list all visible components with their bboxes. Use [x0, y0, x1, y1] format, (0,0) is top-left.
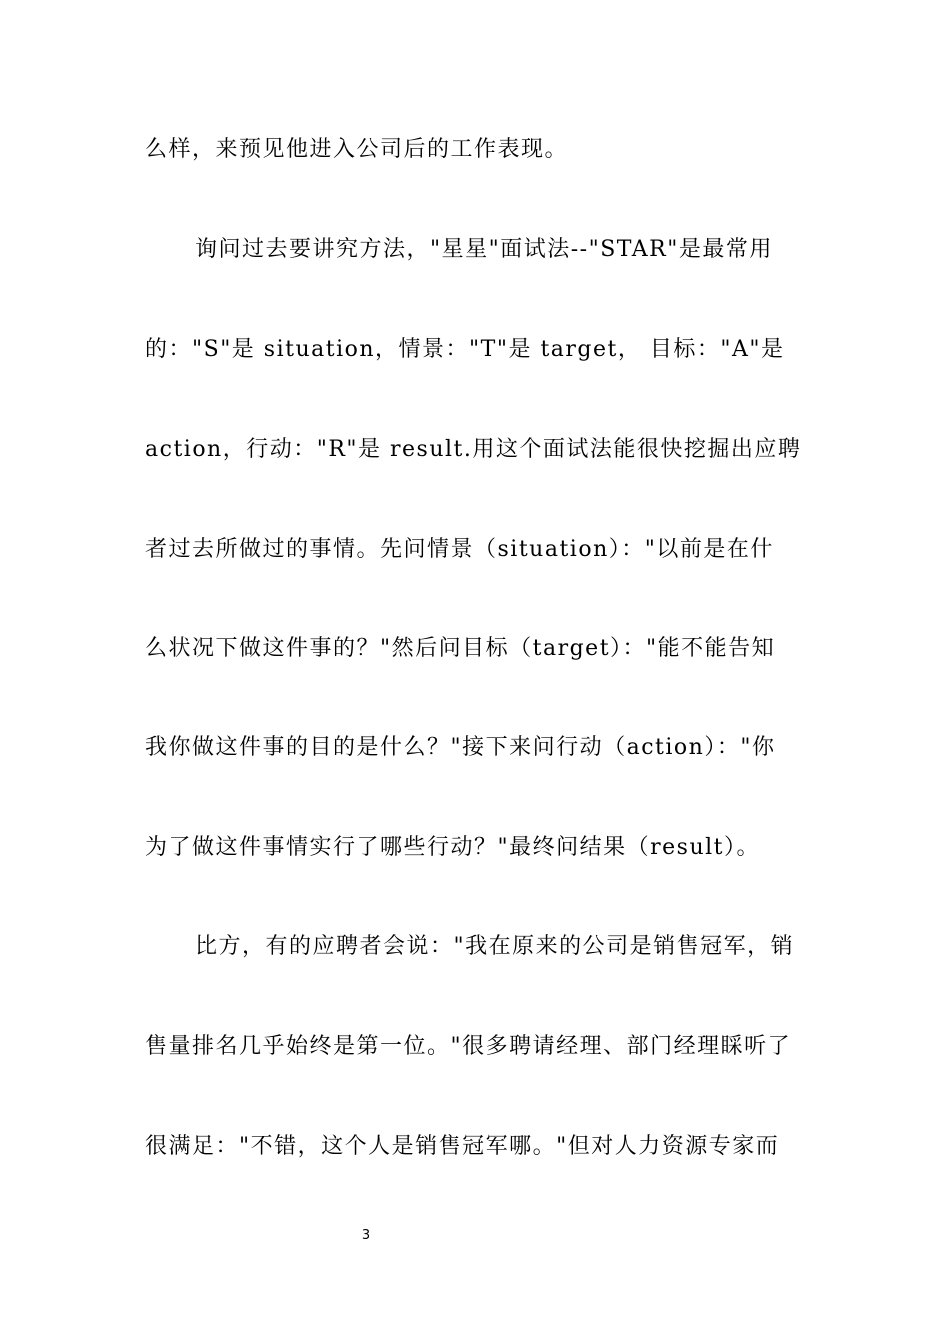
paragraph-start-line: 询问过去要讲究方法，"星星"面试法--"STAR"是最常用: [195, 237, 773, 262]
text-line: 为了做这件事情实行了哪些行动？"最终问结果（result）。: [145, 835, 760, 860]
text-line: 么状况下做这件事的？"然后问目标（target）："能不能告知: [145, 636, 776, 661]
text-line: 者过去所做过的事情。先问情景（situation）："以前是在什: [145, 537, 774, 562]
page-number: 3: [361, 1228, 371, 1243]
text-line: 售量排名几乎始终是第一位。"很多聘请经理、部门经理睬听了: [145, 1034, 792, 1059]
paragraph-start-line: 比方，有的应聘者会说："我在原来的公司是销售冠军，销: [195, 934, 795, 959]
text-line: action，行动："R"是 result.用这个面试法能很快挖掘出应聘: [145, 437, 802, 462]
text-line: 的："S"是 situation，情景："T"是 target， 目标："A"是: [145, 337, 785, 362]
text-line: 我你做这件事的目的是什么？"接下来问行动（action）："你: [145, 735, 776, 760]
text-line: 么样，来预见他进入公司后的工作表现。: [145, 137, 569, 162]
text-line: 很满足："不错，这个人是销售冠军哪。"但对人力资源专家而: [145, 1134, 780, 1159]
